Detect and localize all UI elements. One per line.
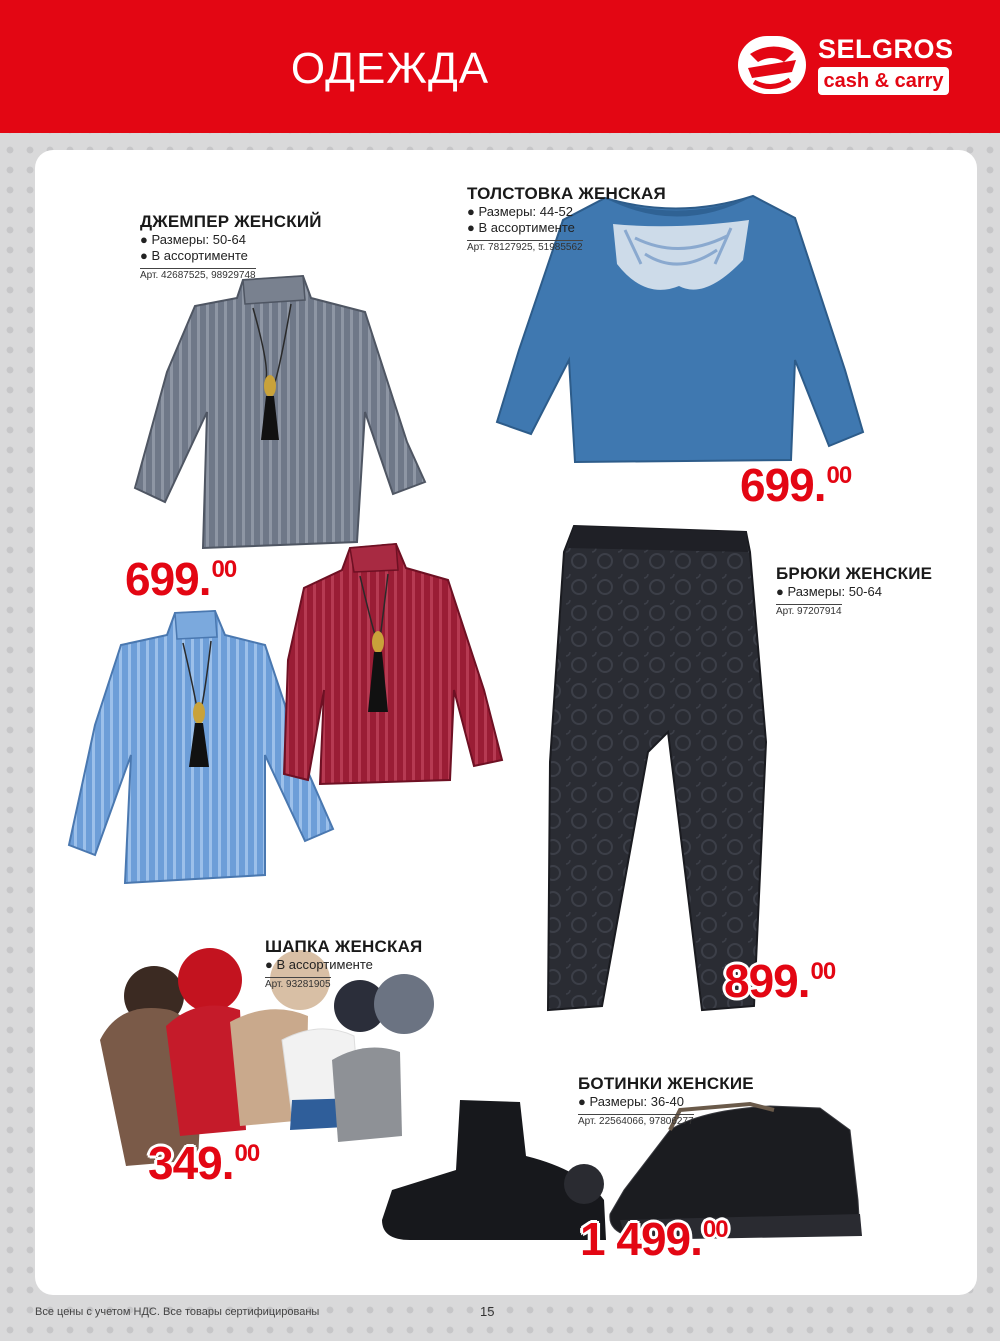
price-cents: 00 [826,462,852,489]
product-article: Арт. 42687525, 98929748 [140,269,256,281]
product-detail: ● В ассортименте [140,247,248,263]
price-main: 699. [125,553,211,605]
product-article: Арт. 97207914 [776,605,842,617]
price-cents: 00 [810,958,836,985]
product-pants-price [724,955,836,1007]
price-cents: 00 [211,556,237,583]
product-pants-info [776,564,932,619]
product-detail: ● Размеры: 44-52 [467,204,573,220]
gray-jumper-image [125,262,435,552]
price-cents: 00 [234,1140,260,1167]
price-main: 1 499. [580,1213,702,1265]
product-sweatshirt-info [467,184,666,255]
selgros-logo[interactable] [738,34,958,98]
product-name: БОТИНКИ ЖЕНСКИЕ [578,1074,754,1093]
price-main: 349. [148,1137,234,1189]
product-name: ШАПКА ЖЕНСКАЯ [265,937,423,956]
logo-icon [738,36,806,94]
header-banner [0,0,1000,133]
product-name: БРЮКИ ЖЕНСКИЕ [776,564,933,583]
product-detail: ● В ассортименте [467,219,575,235]
black-pants-image [540,522,770,1022]
price-main: 699. [740,459,826,511]
product-detail: ● Размеры: 36-40 [578,1094,684,1110]
page-title: ОДЕЖДА [290,44,490,93]
product-hat-price [148,1137,260,1189]
price-cents: 00 [702,1216,728,1243]
product-detail: ● Размеры: 50-64 [140,232,246,248]
product-name: ДЖЕМПЕР ЖЕНСКИЙ [140,212,322,231]
product-boots-info [578,1074,754,1129]
product-article: Арт. 78127925, 51985562 [467,241,583,253]
product-jumper-price [125,553,237,605]
logo-name: SELGROS [818,34,954,64]
product-article: Арт. 93281905 [265,978,331,990]
product-jumper-info [140,212,322,283]
footer-note: Все цены с учетом НДС. Все товары сертифицированы [35,1306,320,1318]
burgundy-jumper-image [268,540,508,790]
price-main: 899. [724,955,810,1007]
page-number: 15 [480,1304,495,1319]
product-hat-info [265,937,422,992]
product-detail: ● В ассортименте [265,957,373,973]
product-article: Арт. 22564066, 97806277 [578,1115,694,1127]
product-name: ТОЛСТОВКА ЖЕНСКАЯ [467,184,666,203]
product-sweatshirt-price [740,459,852,511]
product-detail: ● Размеры: 50-64 [776,584,882,600]
product-boots-price [580,1213,728,1265]
logo-tagline: cash & carry [818,67,949,95]
